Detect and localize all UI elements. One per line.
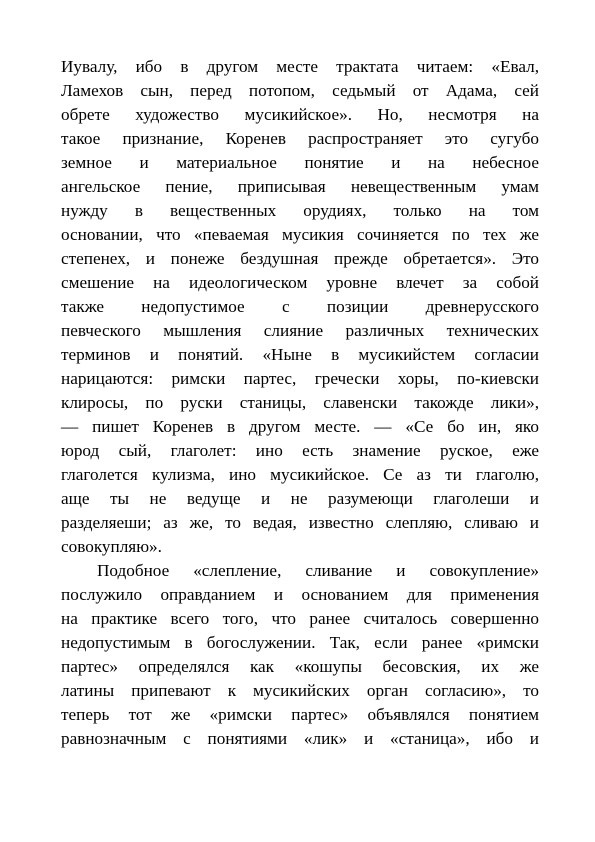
text-line: терминов и понятий. «Ныне в мусикийстем согласии xyxy=(61,345,539,364)
paragraph-1 xyxy=(61,55,539,559)
paragraph-2 xyxy=(61,559,539,751)
text-line: ангельское пение, приписывая невещественным умам xyxy=(61,177,539,196)
text-line: нужду в вещественных орудиях, только на том xyxy=(61,201,539,220)
text-line: певческого мышления слияние различных технических xyxy=(61,321,539,340)
text-line: Ламехов сын, перед потопом, седьмый от Адама, сей xyxy=(61,81,539,100)
text-line: Подобное «слепление, сливание и совокупление» xyxy=(97,561,539,580)
text-line: — пишет Коренев в другом месте. — «Се бо ин, яко xyxy=(61,417,539,436)
text-line: обрете художество мусикийское». Но, несмотря на xyxy=(61,105,539,124)
text-line: нарицаются: римски партес, гречески хоры, по-киевски xyxy=(61,369,539,388)
text-line: степенех, и понеже бездушная прежде обретается». Это xyxy=(61,249,539,268)
text-line: также недопустимое с позиции древнерусского xyxy=(61,297,539,316)
text-line: аще ты не ведуще и не разумеющи глаголеши и xyxy=(61,489,539,508)
text-line: равнозначным с понятиями «лик» и «станица», ибо и xyxy=(61,729,539,748)
text-line: недопустимым в богослужении. Так, если ранее «римски xyxy=(61,633,539,652)
text-line: Иувалу, ибо в другом месте трактата читаем: «Евал, xyxy=(61,57,539,76)
text-line: глаголется кулизма, ино мусикийское. Се аз ти глаголю, xyxy=(61,465,539,484)
text-line: партес» определялся как «кошупы бесовския, их же xyxy=(61,657,539,676)
document-page xyxy=(61,55,539,751)
text-line: совокупляю». xyxy=(61,537,162,556)
text-line: послужило оправданием и основанием для применения xyxy=(61,585,539,604)
text-line: разделяеши; аз же, то ведая, известно слепляю, сливаю и xyxy=(61,513,539,532)
text-line: на практике всего того, что ранее считалось совершенно xyxy=(61,609,539,628)
text-line: латины припевают к мусикийских орган согласию», то xyxy=(61,681,539,700)
text-line: юрод сый, глаголет: ино есть знамение руское, еже xyxy=(61,441,539,460)
text-line: теперь тот же «римски партес» объявлялся понятием xyxy=(61,705,539,724)
text-line: земное и материальное понятие и на небесное xyxy=(61,153,539,172)
text-line: основании, что «певаемая мусикия сочиняется по тех же xyxy=(61,225,539,244)
text-line: такое признание, Коренев распространяет это сугубо xyxy=(61,129,539,148)
text-line: клиросы, по руски станицы, славенски такожде лики», xyxy=(61,393,539,412)
text-line: смешение на идеологическом уровне влечет за собой xyxy=(61,273,539,292)
